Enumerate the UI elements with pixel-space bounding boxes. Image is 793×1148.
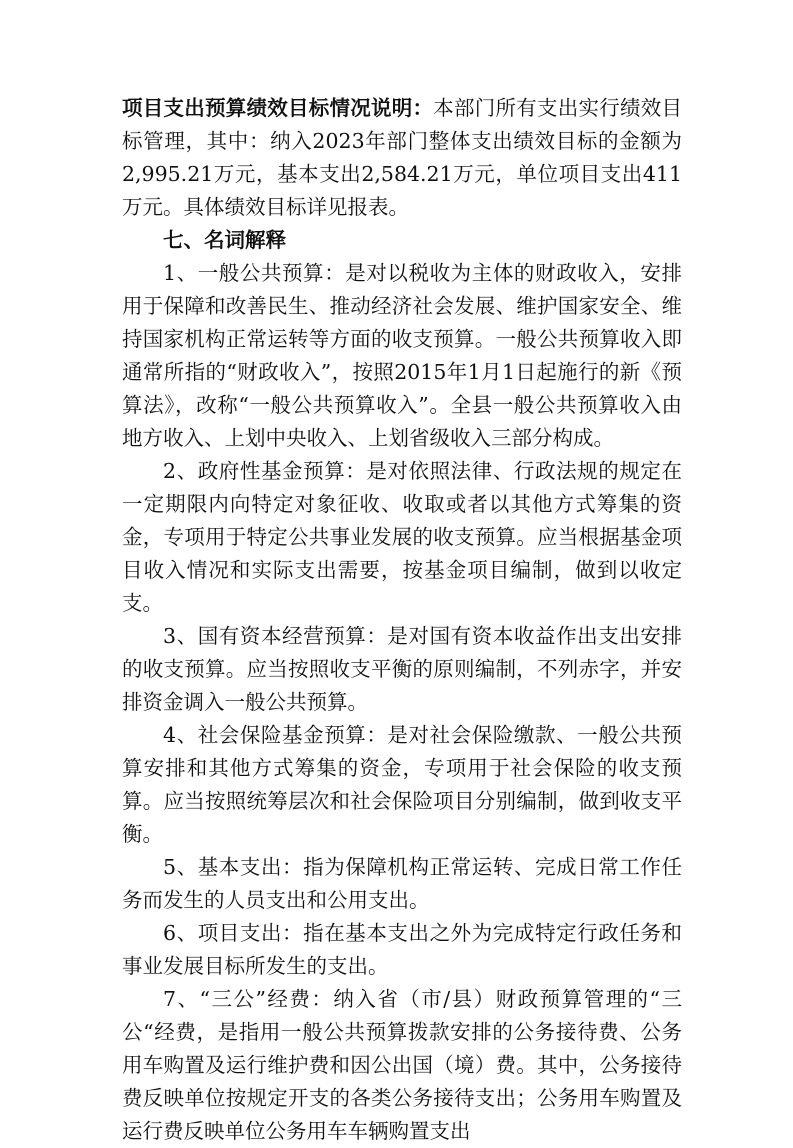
term-paragraph-2: 2、政府性基金预算：是对依照法律、行政法规的规定在一定期限内向特定对象征收、收取或者以其他方式筹集的资金，专项用于特定公共事业发展的收支预算。应当根据基金项目收入情况和实际支出需要，按基金项目编制，做到以收定支。 xyxy=(122,459,682,615)
intro-text: 本部门所有支出实行绩效目标管理，其中：纳入2023年部门整体支出绩效目标的金额为2,995.21万元，基本支出2,584.21万元，单位项目支出411万元。具体绩效目标详见报表。 xyxy=(122,96,682,219)
section-heading: 七、名词解释 xyxy=(163,228,286,252)
term-paragraph-7: 7、“三公”经费：纳入省（市/县）财政预算管理的“三公“经费，是指用一般公共预算拨款安排的公务接待费、公务用车购置及运行维护费和因公出国（境）费。其中，公务接待费反映单位按规定开支的各类公务接待支出；公务用车购置及运行费反映单位公务用车车辆购置支出 xyxy=(122,987,682,1143)
term-paragraph-3: 3、国有资本经营预算：是对国有资本收益作出支出安排的收支预算。应当按照收支平衡的原则编制，不列赤字，并安排资金调入一般公共预算。 xyxy=(122,624,682,714)
intro-lead: 项目支出预算绩效目标情况说明： xyxy=(122,96,434,120)
intro-paragraph xyxy=(122,92,682,224)
term-paragraph-5: 5、基本支出：指为保障机构正常运转、完成日常工作任务而发生的人员支出和公用支出。 xyxy=(122,855,682,912)
document-page xyxy=(122,92,682,1148)
term-paragraph-1: 1、一般公共预算：是对以税收为主体的财政收入，安排用于保障和改善民生、推动经济社会发展、维护国家安全、维持国家机构正常运转等方面的收支预算。一般公共预算收入即通常所指的“财政收入”，按照2015年1月1日起施行的新《预算法》，改称“一般公共预算收入”。全县一般公共预算收入由地方收入、上划中央收入、上划省级收入三部分构成。 xyxy=(122,261,682,450)
term-paragraph-6: 6、项目支出：指在基本支出之外为完成特定行政任务和事业发展目标所发生的支出。 xyxy=(122,921,682,978)
term-paragraph-4: 4、社会保险基金预算：是对社会保险缴款、一般公共预算安排和其他方式筹集的资金，专项用于社会保险的收支预算。应当按照统筹层次和社会保险项目分别编制，做到收支平衡。 xyxy=(122,723,682,846)
